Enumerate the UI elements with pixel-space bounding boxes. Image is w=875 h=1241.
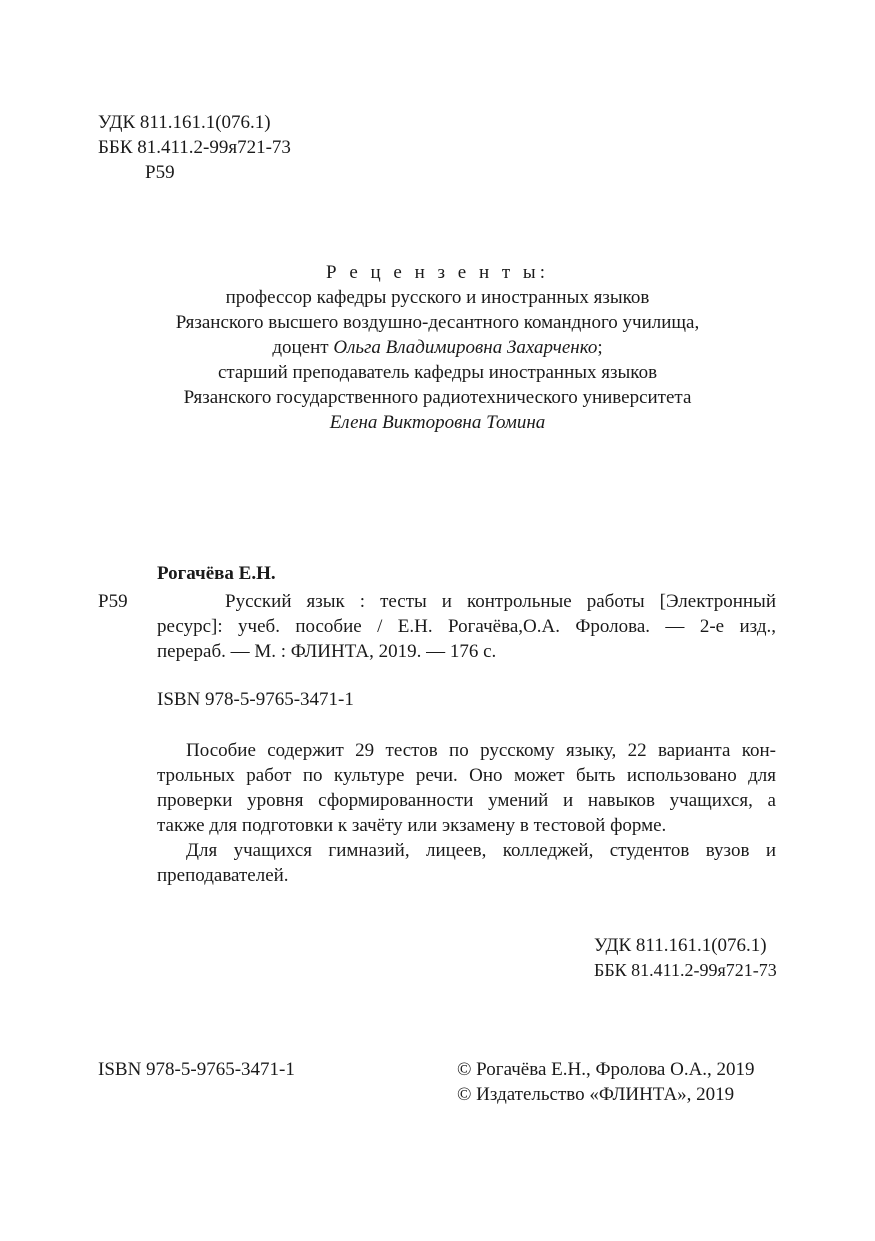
catalog-author: Рогачёва Е.Н. — [157, 563, 276, 584]
reviewer-punct: ; — [597, 337, 603, 358]
bib-line: ресурс]: учеб. пособие / Е.Н. Рогачёва,О.А. Фролова. — 2-е изд., — [157, 616, 776, 637]
reviewer-line — [0, 335, 875, 360]
reviewers-block — [0, 260, 875, 435]
copyright-publisher: © Издательство «ФЛИНТА», 2019 — [457, 1084, 735, 1105]
bib-line: Русский язык : тесты и контрольные работы [Электронный — [225, 591, 776, 612]
reviewer-line — [0, 410, 875, 435]
catalog-author-code: Р59 — [98, 591, 128, 612]
reviewer-title: доцент — [272, 337, 334, 358]
bbk-code-right: ББК 81.411.2-99я721-73 — [594, 960, 777, 980]
reviewer-name: Ольга Владимировна Захарченко — [333, 337, 598, 358]
abstract-line: проверки уровня сформированности умений и навыков учащихся, а — [157, 790, 776, 811]
bbk-code-top: ББК 81.411.2-99я721-73 — [98, 137, 291, 158]
reviewer-name: Елена Викторовна Томина — [329, 412, 546, 433]
reviewer-line: Рязанского государственного радиотехнического университета — [183, 387, 692, 408]
udk-code-top: УДК 811.161.1(076.1) — [98, 112, 271, 133]
reviewer-line: Рязанского высшего воздушно-десантного командного училища, — [175, 312, 700, 333]
bib-line: перераб. — М. : ФЛИНТА, 2019. — 176 с. — [157, 641, 497, 662]
abstract-line: преподавателей. — [157, 865, 289, 886]
reviewers-heading: Р е ц е н з е н т ы: — [326, 262, 549, 283]
copyright-authors: © Рогачёва Е.Н., Фролова О.А., 2019 — [457, 1059, 755, 1080]
reviewer-line: профессор кафедры русского и иностранных языков — [225, 287, 650, 308]
abstract — [157, 738, 776, 888]
abstract-line: Пособие содержит 29 тестов по русскому языку, 22 варианта кон- — [186, 740, 776, 761]
abstract-line: Для учащихся гимназий, лицеев, колледжей, студентов вузов и — [186, 840, 776, 861]
udk-code-right: УДК 811.161.1(076.1) — [594, 935, 767, 956]
abstract-line: также для подготовки к зачёту или экзамену в тестовой форме. — [157, 815, 667, 836]
author-code-top: Р59 — [145, 162, 175, 183]
bibliographic-description — [157, 589, 776, 664]
abstract-line: трольных работ по культуре речи. Оно может быть использовано для — [157, 765, 776, 786]
catalog-isbn: ISBN 978-5-9765-3471-1 — [157, 689, 354, 710]
reviewer-line: старший преподаватель кафедры иностранных языков — [217, 362, 658, 383]
footer-isbn: ISBN 978-5-9765-3471-1 — [98, 1059, 295, 1080]
